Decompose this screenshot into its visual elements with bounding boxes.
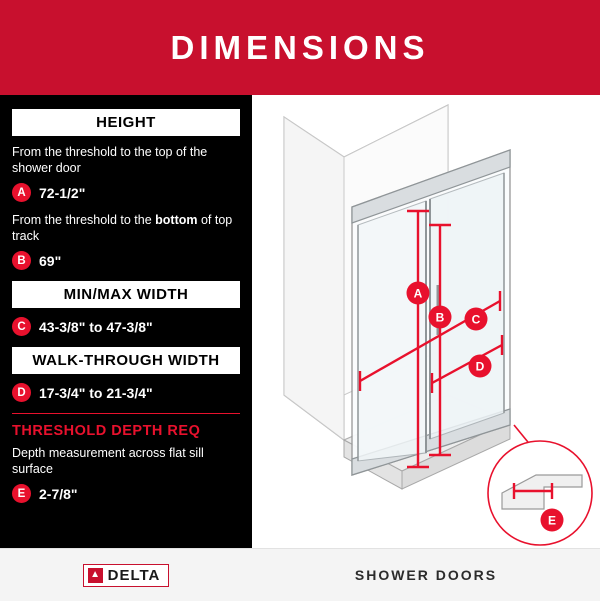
diagram-svg bbox=[252, 95, 600, 548]
specifications-panel bbox=[0, 95, 252, 548]
callout-badge-b: B bbox=[12, 251, 31, 270]
diagram-badge-e: E bbox=[547, 513, 557, 528]
spec-value-a: 72-1/2" bbox=[39, 184, 86, 201]
callout-badge-d: D bbox=[12, 383, 31, 402]
spec-row-e bbox=[12, 484, 240, 503]
spec-value-d: 17-3/4" to 21-3/4" bbox=[39, 384, 153, 401]
footer-category-area bbox=[252, 549, 600, 601]
triangle-glyph: ▲ bbox=[90, 569, 101, 580]
spec-value-b: 69" bbox=[39, 252, 62, 269]
footer-brand-area bbox=[0, 549, 252, 601]
height-description-b-suffix: of top track bbox=[12, 213, 233, 243]
spec-row-c bbox=[12, 317, 240, 336]
section-heading-minmax-width: MIN/MAX WIDTH bbox=[12, 281, 240, 308]
callout-badge-c: C bbox=[12, 317, 31, 336]
height-description-b-bold: bottom bbox=[155, 213, 198, 227]
diagram-badge-c: C bbox=[471, 312, 481, 327]
threshold-detail-callout bbox=[488, 425, 592, 545]
callout-badge-e: E bbox=[12, 484, 31, 503]
header-banner bbox=[0, 0, 600, 95]
spec-row-b bbox=[12, 251, 240, 270]
brand-name: DELTA bbox=[107, 566, 161, 584]
threshold-description bbox=[12, 446, 240, 477]
height-description-b bbox=[12, 213, 240, 244]
spec-value-c: 43-3/8" to 47-3/8" bbox=[39, 318, 153, 335]
callout-badge-a: A bbox=[12, 183, 31, 202]
spec-value-e: 2-7/8" bbox=[39, 485, 78, 502]
section-heading-threshold-depth: THRESHOLD DEPTH REQ bbox=[12, 423, 201, 439]
spec-row-a bbox=[12, 183, 240, 202]
footer-bar bbox=[0, 548, 600, 601]
section-heading-height: HEIGHT bbox=[12, 109, 240, 136]
height-description-a bbox=[12, 145, 240, 176]
triangle-icon bbox=[88, 568, 103, 583]
height-description-b-prefix: From the threshold to the bbox=[12, 213, 156, 227]
height-description-a-text: From the threshold to the top of the shower door bbox=[12, 145, 208, 175]
product-category-label: SHOWER DOORS bbox=[354, 567, 498, 583]
delta-logo bbox=[83, 564, 170, 587]
section-divider bbox=[12, 413, 240, 414]
diagram-badge-a: A bbox=[413, 286, 423, 301]
shower-door-diagram bbox=[252, 95, 600, 548]
page-title: DIMENSIONS bbox=[170, 28, 430, 66]
spec-row-d bbox=[12, 383, 240, 402]
diagram-badge-b: B bbox=[435, 310, 445, 325]
threshold-description-text: Depth measurement across flat sill surface bbox=[12, 446, 204, 476]
section-heading-walkthrough-width: WALK-THROUGH WIDTH bbox=[12, 347, 240, 374]
diagram-badge-d: D bbox=[475, 359, 485, 374]
